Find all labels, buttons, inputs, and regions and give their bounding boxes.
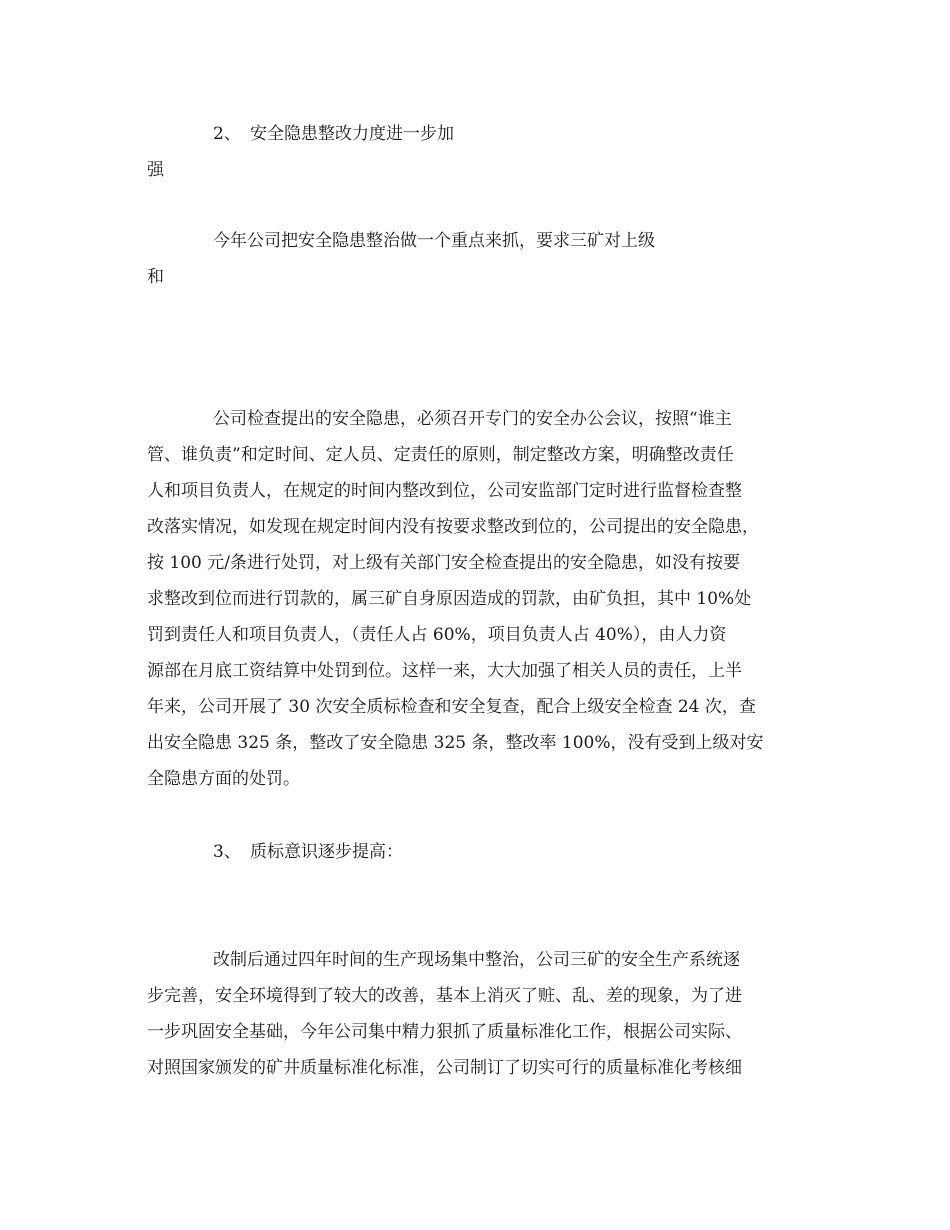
section-3-title: 质标意识逐步提高： — [250, 842, 403, 862]
para1-line: 公司检查提出的安全隐患，必须召开专门的安全办公会议，按照“谁主 — [213, 409, 732, 429]
para1-line: 按 100 元/条进行处罚，对上级有关部门安全检查提出的安全隐患，如没有按要 — [147, 553, 740, 573]
section-2-title: 安全隐患整改力度进一步加 — [250, 124, 454, 144]
para1-line: 改落实情况，如发现在规定时间内没有按要求整改到位的，公司提出的安全隐患， — [147, 517, 759, 537]
section-2-number: 2、 — [213, 124, 241, 144]
para1-line: 出安全隐患 325 条，整改了安全隐患 325 条，整改率 100%，没有受到上级对安 — [147, 733, 764, 753]
para2-line: 一步巩固安全基础，今年公司集中精力狠抓了质量标准化工作，根据公司实际、 — [147, 1022, 742, 1042]
para2-line: 改制后通过四年时间的生产现场集中整治，公司三矿的安全生产系统逐 — [213, 950, 740, 970]
para1-line: 全隐患方面的处罚。 — [147, 769, 300, 789]
para1-line: 管、谁负责”和定时间、定人员、定责任的原则，制定整改方案，明确整改责任 — [147, 445, 734, 465]
para1-line: 求整改到位而进行罚款的，属三矿自身原因造成的罚款，由矿负担，其中 10%处 — [147, 589, 752, 609]
section-2-title-wrap: 强 — [147, 160, 164, 180]
para1-line: 年来，公司开展了 30 次安全质标检查和安全复查，配合上级安全检查 24 次，查 — [147, 697, 756, 717]
para1-line: 罚到责任人和项目负责人，（责任人占 60%，项目负责人占 40%），由人力资 — [147, 625, 727, 645]
para1-line: 源部在月底工资结算中处罚到位。这样一来，大大加强了相关人员的责任，上半 — [147, 661, 742, 681]
intro-line-2: 和 — [147, 267, 164, 287]
section-3-number: 3、 — [213, 842, 241, 862]
para2-line: 对照国家颁发的矿井质量标准化标准，公司制订了切实可行的质量标准化考核细 — [147, 1058, 742, 1078]
para1-line: 人和项目负责人，在规定的时间内整改到位，公司安监部门定时进行监督检查整 — [147, 481, 742, 501]
para2-line: 步完善，安全环境得到了较大的改善，基本上消灭了赃、乱、差的现象，为了进 — [147, 986, 742, 1006]
intro-line-1: 今年公司把安全隐患整治做一个重点来抓，要求三矿对上级 — [213, 231, 655, 251]
